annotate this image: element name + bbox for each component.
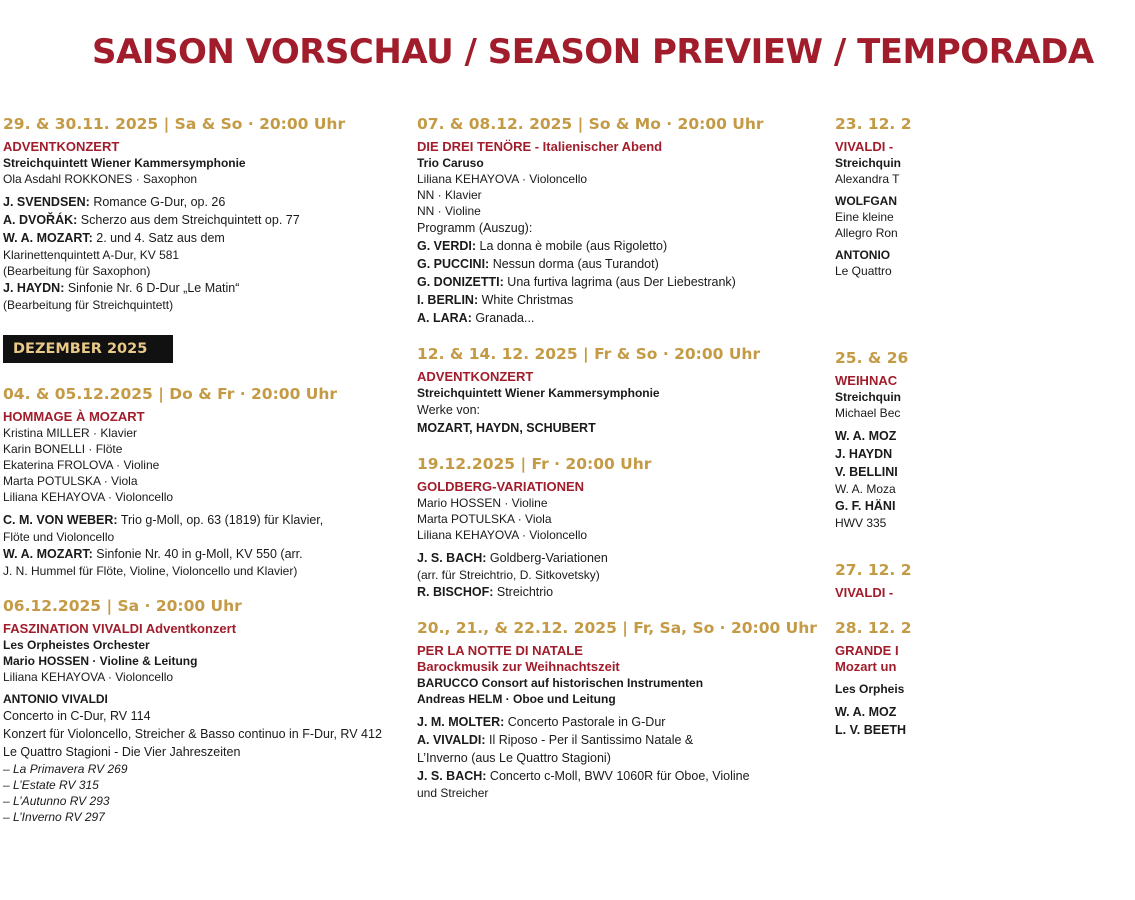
- composer-name: V. BELLINI: [835, 465, 898, 479]
- event-title: VIVALDI -: [835, 139, 894, 154]
- program-line: Flöte und Violoncello: [3, 530, 115, 544]
- program-line: Liliana KEHAYOVA · Violoncello: [417, 172, 588, 186]
- event-date: 23. 12. 2: [835, 115, 912, 133]
- event-title: PER LA NOTTE DI NATALE: [417, 643, 583, 658]
- program-line: J. N. Hummel für Flöte, Violine, Violoncello und Klavier): [3, 564, 298, 578]
- program-line: WOLFGAN: [835, 194, 897, 208]
- composer-name: W. A. MOZART:: [3, 547, 93, 561]
- program-item: A. LARA: Granada...: [417, 311, 535, 325]
- program-item: J. S. BACH: Concerto c-Moll, BWV 1060R für Oboe, Violine: [417, 769, 750, 783]
- program-item: [835, 703, 1135, 721]
- concert-event: [835, 619, 1135, 739]
- program-line: Werke von:: [417, 403, 480, 417]
- concert-event: [835, 115, 1135, 279]
- program-line: BARUCCO Consort auf historischen Instrumenten: [417, 676, 704, 690]
- event-date: 04. & 05.12.2025 | Do & Fr · 20:00 Uhr: [3, 385, 338, 403]
- event-date: 12. & 14. 12. 2025 | Fr & So · 20:00 Uhr: [417, 345, 761, 363]
- composer-name: G. DONIZETTI:: [417, 275, 504, 289]
- program-line: Klarinettenquintett A-Dur, KV 581: [3, 248, 180, 262]
- program-line: Streichquintett Wiener Kammersymphonie: [417, 386, 660, 400]
- program-line: Karin BONELLI · Flöte: [3, 442, 123, 456]
- program-line: Les Orpheis: [835, 682, 905, 696]
- program-item: G. VERDI: La donna è mobile (aus Rigoletto): [417, 239, 668, 253]
- program-line: Eine kleine: [835, 210, 894, 224]
- composer-name: J. M. MOLTER:: [417, 715, 505, 729]
- program-line: Michael Bec: [835, 406, 901, 420]
- program-line: Ola Asdahl ROKKONES · Saxophon: [3, 172, 198, 186]
- program-line: Alexandra T: [835, 172, 900, 186]
- program-line: NN · Violine: [417, 204, 481, 218]
- program-item: W. A. MOZART: 2. und 4. Satz aus dem: [3, 231, 225, 245]
- program-line: ANTONIO: [835, 248, 891, 262]
- concert-event: [417, 455, 817, 601]
- program-item: J. SVENDSEN: Romance G-Dur, op. 26: [3, 195, 226, 209]
- program-line: Ekaterina FROLOVA · Violine: [3, 458, 160, 472]
- month-label: DEZEMBER 2025: [3, 335, 173, 363]
- program-item: [835, 445, 1135, 463]
- program-line: Kristina MILLER · Klavier: [3, 426, 138, 440]
- composer-name: W. A. MOZ: [835, 429, 897, 443]
- event-title: ADVENTKONZERT: [3, 139, 120, 154]
- program-line: Marta POTULSKA · Viola: [417, 512, 552, 526]
- program-column-3: [835, 115, 1135, 757]
- program-item: [835, 497, 1135, 515]
- composer-name: J. HAYDN: [835, 447, 893, 461]
- composer-name: W. A. MOZART:: [3, 231, 93, 245]
- program-line: W. A. Moza: [835, 482, 896, 496]
- program-item: J. HAYDN: Sinfonie Nr. 6 D-Dur „Le Matin“: [3, 281, 240, 295]
- program-item: [835, 427, 1135, 445]
- program-line: Liliana KEHAYOVA · Violoncello: [3, 490, 174, 504]
- program-item: J. M. MOLTER: Concerto Pastorale in G-Dur: [417, 715, 666, 729]
- composer-name: J. S. BACH:: [417, 769, 487, 783]
- program-line: Programm (Auszug):: [417, 221, 533, 235]
- event-date: 27. 12. 2: [835, 561, 912, 579]
- program-line: Allegro Ron: [835, 226, 898, 240]
- event-title: DIE DREI TENÖRE - Italienischer Abend: [417, 139, 663, 154]
- program-line: (Bearbeitung für Saxophon): [3, 264, 151, 278]
- event-title: GOLDBERG-VARIATIONEN: [417, 479, 585, 494]
- event-date: 06.12.2025 | Sa · 20:00 Uhr: [3, 597, 242, 615]
- program-line: (arr. für Streichtrio, D. Sitkovetsky): [417, 568, 600, 582]
- event-title: WEIHNAC: [835, 373, 898, 388]
- program-line: Mozart un: [835, 659, 897, 674]
- composer-name: I. BERLIN:: [417, 293, 479, 307]
- program-item: R. BISCHOF: Streichtrio: [417, 585, 554, 599]
- event-date: 29. & 30.11. 2025 | Sa & So · 20:00 Uhr: [3, 115, 346, 133]
- event-date: 19.12.2025 | Fr · 20:00 Uhr: [417, 455, 652, 473]
- concert-event: [835, 349, 1135, 531]
- program-line: und Streicher: [417, 786, 489, 800]
- program-line: Konzert für Violoncello, Streicher & Basso continuo in F-Dur, RV 412: [3, 727, 382, 741]
- program-line: Les Orpheistes Orchester: [3, 638, 150, 652]
- program-line: NN · Klavier: [417, 188, 482, 202]
- concert-event: [3, 597, 403, 825]
- event-title: FASZINATION VIVALDI Adventkonzert: [3, 621, 237, 636]
- composer-name: L. V. BEETH: [835, 723, 907, 737]
- program-line: HWV 335: [835, 516, 887, 530]
- composer-name: J. SVENDSEN:: [3, 195, 90, 209]
- event-title: HOMMAGE À MOZART: [3, 409, 145, 424]
- event-date: 07. & 08.12. 2025 | So & Mo · 20:00 Uhr: [417, 115, 764, 133]
- program-line: Barockmusik zur Weihnachtszeit: [417, 659, 620, 674]
- event-date: 20., 21., & 22.12. 2025 | Fr, Sa, So · 20:00 Uhr: [417, 619, 817, 637]
- event-title: GRANDE I: [835, 643, 899, 658]
- program-item: C. M. VON WEBER: Trio g-Moll, op. 63 (1819) für Klavier,: [3, 513, 324, 527]
- program-line: Streichquin: [835, 156, 902, 170]
- program-line: Trio Caruso: [417, 156, 484, 170]
- concert-event: [835, 561, 1135, 601]
- composer-name: C. M. VON WEBER:: [3, 513, 118, 527]
- program-line: – L’Estate RV 315: [3, 778, 99, 792]
- program-item: [835, 463, 1135, 481]
- program-item: W. A. MOZART: Sinfonie Nr. 40 in g-Moll, KV 550 (arr.: [3, 547, 303, 561]
- program-line: (Bearbeitung für Streichquintett): [3, 298, 174, 312]
- program-line: Mario HOSSEN · Violine & Leitung: [3, 654, 198, 668]
- composer-name: G. PUCCINI:: [417, 257, 490, 271]
- program-line: L’Inverno (aus Le Quattro Stagioni): [417, 751, 611, 765]
- composer-name: A. VIVALDI:: [417, 733, 486, 747]
- concert-event: [417, 115, 817, 327]
- event-date: 28. 12. 2: [835, 619, 912, 637]
- page-title: SAISON VORSCHAU / SEASON PREVIEW / TEMPORADA: [92, 32, 1094, 72]
- program-column-2: [417, 115, 817, 819]
- program-line: Le Quattro: [835, 264, 892, 278]
- event-title: VIVALDI -: [835, 585, 894, 600]
- concert-event: [3, 115, 403, 313]
- program-item: A. DVOŘÁK: Scherzo aus dem Streichquintett op. 77: [3, 213, 300, 227]
- composer-name: J. S. BACH:: [417, 551, 487, 565]
- program-line: MOZART, HAYDN, SCHUBERT: [417, 421, 596, 435]
- program-column-1: [3, 115, 403, 843]
- program-line: Andreas HELM · Oboe und Leitung: [417, 692, 616, 706]
- composer-name: R. BISCHOF:: [417, 585, 494, 599]
- concert-event: [3, 385, 403, 579]
- program-item: G. PUCCINI: Nessun dorma (aus Turandot): [417, 257, 659, 271]
- composer-name: A. LARA:: [417, 311, 472, 325]
- program-line: Concerto in C-Dur, RV 114: [3, 709, 151, 723]
- program-line: ANTONIO VIVALDI: [3, 692, 108, 706]
- program-item: A. VIVALDI: Il Riposo - Per il Santissimo Natale &: [417, 733, 694, 747]
- program-line: Streichquin: [835, 390, 902, 404]
- concert-event: [417, 345, 817, 437]
- program-line: Mario HOSSEN · Violine: [417, 496, 548, 510]
- program-line: Streichquintett Wiener Kammersymphonie: [3, 156, 246, 170]
- program-item: I. BERLIN: White Christmas: [417, 293, 574, 307]
- composer-name: A. DVOŘÁK:: [3, 213, 78, 227]
- concert-event: [417, 619, 817, 801]
- program-line: – L’Inverno RV 297: [3, 810, 105, 824]
- program-item: J. S. BACH: Goldberg-Variationen: [417, 551, 608, 565]
- program-item: G. DONIZETTI: Una furtiva lagrima (aus Der Liebestrank): [417, 275, 736, 289]
- event-title: ADVENTKONZERT: [417, 369, 534, 384]
- program-line: Liliana KEHAYOVA · Violoncello: [417, 528, 588, 542]
- composer-name: G. F. HÄNI: [835, 499, 896, 513]
- program-line: Marta POTULSKA · Viola: [3, 474, 138, 488]
- composer-name: G. VERDI:: [417, 239, 477, 253]
- event-date: 25. & 26: [835, 349, 909, 367]
- composer-name: W. A. MOZ: [835, 705, 897, 719]
- program-line: – La Primavera RV 269: [3, 762, 128, 776]
- composer-name: J. HAYDN:: [3, 281, 65, 295]
- program-line: – L’Autunno RV 293: [3, 794, 110, 808]
- program-line: Liliana KEHAYOVA · Violoncello: [3, 670, 174, 684]
- program-line: Le Quattro Stagioni - Die Vier Jahreszeiten: [3, 745, 241, 759]
- program-item: [835, 721, 1135, 739]
